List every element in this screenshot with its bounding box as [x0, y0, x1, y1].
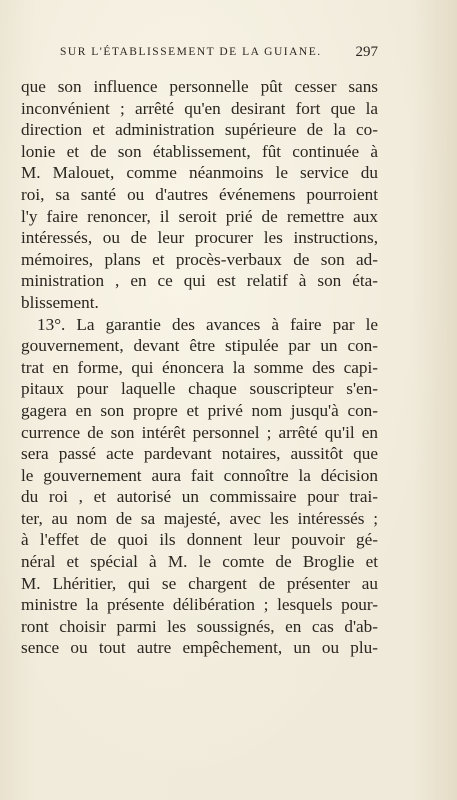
- text-line: du roi , et autorisé un commissaire pour trai-: [21, 487, 378, 507]
- text-line: pitaux pour laquelle chaque souscripteur s'en-: [21, 379, 378, 399]
- text-line: trat en forme, qui énoncera la somme des capi-: [21, 357, 378, 377]
- text-line: M. Malouet, comme néanmoins le service du: [21, 163, 378, 183]
- text-line: 13°. La garantie des avances à faire par le: [37, 314, 378, 334]
- text-line: l'y faire renoncer, il seroit prié de remettre aux: [21, 206, 378, 226]
- text-line: lonie et de son établissement, fût continuée à: [21, 141, 378, 161]
- page-header: [60, 46, 378, 66]
- text-line: M. Lhéritier, qui se chargent de présenter au: [21, 573, 378, 593]
- text-line: que son influence personnelle pût cesser sans: [21, 77, 378, 96]
- text-line: ter, au nom de sa majesté, avec les intéressés ;: [21, 508, 378, 528]
- paragraph-1: [21, 76, 378, 314]
- text-line: ront choisir parmi les soussignés, en cas d'ab-: [21, 616, 378, 636]
- paragraph-2: [21, 314, 378, 660]
- text-line: intéressés, ou de leur procurer les instructions,: [21, 228, 378, 248]
- text-line: à l'effet de quoi ils donnent leur pouvoir gé-: [21, 530, 378, 550]
- text-line: blissement.: [21, 292, 99, 312]
- text-line: ministre la présente délibération ; lesquels pour-: [21, 595, 378, 615]
- running-head: SUR L'ÉTABLISSEMENT DE LA GUIANE.: [60, 46, 322, 58]
- text-line: le gouvernement aura fait connoître la décision: [21, 465, 378, 485]
- text-line: direction et administration supérieure de la co-: [21, 120, 378, 140]
- text-line: gagera en son propre et privé nom jusqu'à con-: [21, 400, 378, 420]
- text-line: inconvénient ; arrêté qu'en desirant fort que la: [21, 98, 378, 118]
- text-line: sera passé acte pardevant notaires, aussitôt que: [21, 444, 378, 464]
- text-line: sence ou tout autre empêchement, un ou plu-: [21, 638, 378, 658]
- page-number: 297: [355, 44, 378, 60]
- text-line: néral et spécial à M. le comte de Broglie et: [21, 552, 378, 572]
- body-text: [21, 76, 378, 659]
- text-line: gouvernement, devant être stipulée par un con-: [21, 336, 378, 356]
- text-line: currence de son intérêt personnel ; arrêté qu'il en: [21, 422, 378, 442]
- text-line: mémoires, plans et procès-verbaux de son ad-: [21, 249, 378, 269]
- text-line: ministration , en ce qui est relatif à son éta-: [21, 271, 378, 291]
- text-line: roi, sa santé ou d'autres événemens pourroient: [21, 184, 378, 204]
